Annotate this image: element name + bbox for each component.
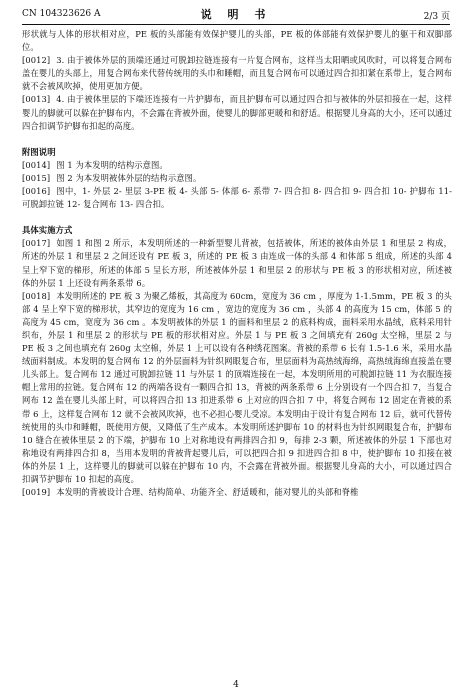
paragraph-text: 本发明的背被设计合理、结构简单、功能齐全、舒适暖和，能对婴儿的头部和脊椎 [56, 487, 359, 498]
section-heading-implementation: 具体实施方式 [22, 225, 73, 236]
page-number: 4 [233, 680, 239, 690]
paragraph-text: 图 1 为本发明的结构示意图。 [56, 159, 168, 170]
paragraph-number: [0019] [22, 487, 51, 498]
paragraph-text: 图中，1- 外层 2- 里层 3-PE 板 4- 头部 5- 体部 6- 系带 7- 四合扣 8- 四合扣 9- 四合扣 10- 护脚布 11- 可脱卸拉链 12- 复合网布 13- 四合扣。 [22, 186, 452, 210]
page-indicator: 2/3 页 [423, 12, 450, 22]
paragraph-0018 [22, 290, 452, 486]
paragraph-0019 [22, 486, 452, 499]
paragraph-text: 图 2 为本发明被体外层的结构示意图。 [56, 172, 202, 183]
paragraph-0015 [22, 172, 452, 185]
paragraph-text: 如图 1 和图 2 所示，本发明所述的一种新型婴儿背被，包括被体，所述的被体由外层 1 和里层 2 构成，所述的外层 1 和里层 2 之间还设有 PE 板 3，所述的 PE 板 3 由连成一体的头部 4 和体部 5 组成，所述的头部 4 呈上窄下宽的梯形，所述的体部 5 呈长方形，所述被体外层 1 和里层 2 的形状与 PE 板 3 的形状相对应，所述被体的外层 1 上还设有两条系带 6。 [22, 238, 452, 288]
paragraph-0013 [22, 93, 452, 132]
paragraph-0016 [22, 185, 452, 211]
paragraph-0014 [22, 159, 452, 172]
header-rule [22, 24, 450, 25]
paragraph-0017 [22, 237, 452, 289]
page-header [22, 6, 450, 24]
paragraph-text: 本发明所述的 PE 板 3 为聚乙烯板，其高度为 60cm，宽度为 36 cm ，厚度为 1-1.5mm，PE 板 3 的头部 4 呈上窄下宽的梯形状，其窄边的宽度为 16 cm ，宽边的宽度为 36 cm ，头部 4 的高度为 15 cm，体部 5 的高度为 45 cm，宽度为 36 cm 。本发明被体的外层 1 的面料和里层 2 的底料构成，面料采用水晶绒，底料采用针织布，外层 1 和里层 2 的形状与 PE 板的形状相对应。外层 1 与 PE 板 3 之间填充有 260g 太空棉，里层 2 与 PE 板 3 之间也填充有 260g 太空棉，外层 1 上可以设有各种绣花图案。背被的系带 6 长有 1.5-1.6 米，采用水晶绒面料制成。本发明的复合网布 12 的外层面料为针织网眼复合布，里层面料为高热绒海绵，高热绒海绵直接盖在婴儿头部上。复合网布 12 通过可脱卸拉链 11 与外层 1 的顶端连接在一起，本发明所用的可脱卸拉链 11 为衣服连接帽上常用的拉链。复合网布 12 的两端各设有一颗四合扣 13，背被的两条系带 6 上分别设有一个四合扣 7，当复合网布 12 盖在婴儿头部上时，可以将四合扣 13 扣进系带 6 上对应的四合扣 7 中，将复合网布 12 固定在背被的系带 6 上，这样复合网布 12 就不会被风吹掉，也不必担心婴儿受凉。本发明由于设计有复合网布 12 后，就可代替传统使用的头巾和睡帽，既使用方便，又降低了生产成本。本发明所述护脚布 10 的材料也为针织网眼复合布，护脚布 10 缝合在被体里层 2 的下端，护脚布 10 上对称地设有两排四合扣 9，每排 2-3 颗，所述被体的外层 1 下部也对称地设有两排四合扣 8，当用本发明的背被背起婴儿后，可以把四合扣 9 扣进四合扣 8 中，使护脚布 10 扣接在被体的外层 1 上，这样婴儿的脚就可以躲在护脚布 10 内，不会露在背被外面。根据婴儿身高的大小，可以通过四合扣调节护脚布 10 扣起的高度。 [22, 290, 452, 484]
paragraph-0012 [22, 54, 452, 93]
paragraph-number: [0016] [22, 186, 51, 197]
document-id: CN 104323626 A [22, 9, 101, 19]
paragraph-number: [0015] [22, 172, 51, 183]
paragraph-text: 4. 由于被体里层的下端还连接有一片护脚布，而且护脚布可以通过四合扣与被体的外层扣接在一起，这样婴儿的脚就可以躲在护脚布内，不会露在背被外面，使婴儿的脚部更暖和和舒适。根据婴儿身高的大小，还可以通过四合扣调节护脚布扣起的高度。 [22, 94, 452, 131]
paragraph-number: [0017] [22, 238, 51, 249]
paragraph-text: 3. 由于被体外层的顶端还通过可脱卸拉链连接有一片复合网布，这样当太阳晒或风吹时，可以将复合网布盖在婴儿的头部上，用复合网布来代替传统用的头巾和睡帽，而且复合网布可以通过四合扣扣紧在系带上，复合网布就不会被风吹掉，使用更加方便。 [22, 55, 452, 92]
paragraph-number: [0012] [22, 55, 51, 66]
paragraph-number: [0013] [22, 94, 51, 105]
paragraph-number: [0014] [22, 159, 51, 170]
paragraph-number: [0018] [22, 290, 51, 301]
paragraph-continued: 形状就与人体的形状相对应，PE 板的头部能有效保护婴儿的头部，PE 板的体部能有效保护婴儿的躯干和双脚部位。 [22, 29, 452, 53]
document-body [22, 28, 452, 499]
section-heading-figures: 附图说明 [22, 146, 56, 157]
document-title: 说 明 书 [200, 8, 272, 21]
